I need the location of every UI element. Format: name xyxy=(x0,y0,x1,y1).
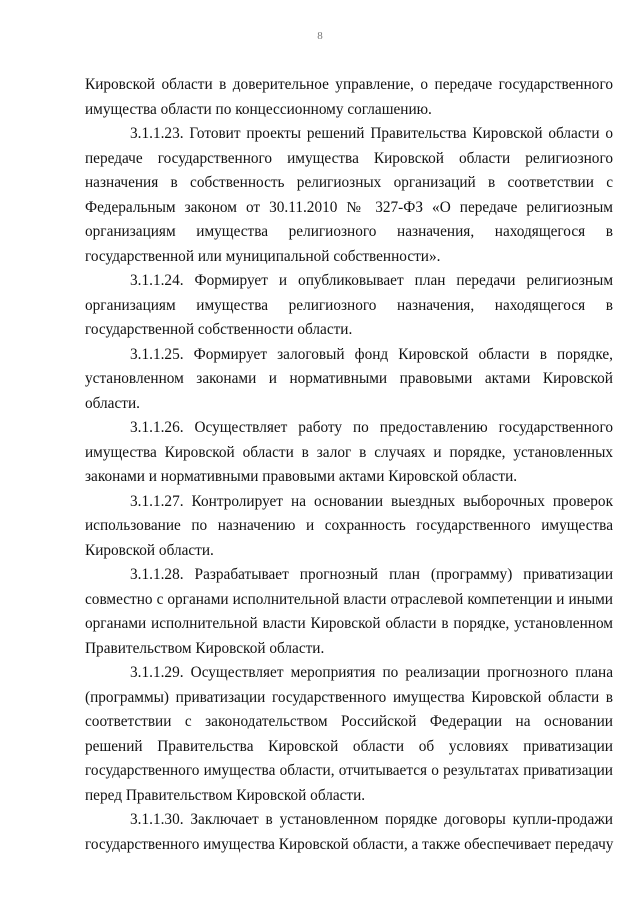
text-line: законами и нормативными правовыми актами Кировской области. xyxy=(85,468,518,485)
text-line: решений Правительства Кировской области об условиях приватизации xyxy=(85,737,613,755)
text-line: 3.1.1.26. Осуществляет работу по предоставлению государственного xyxy=(130,419,613,436)
text-line: государственного имущества Кировской области, а также обеспечивает передачу xyxy=(85,835,614,853)
text-line: перед Правительством Кировской области. xyxy=(85,786,366,804)
text-line: использование по назначению и сохранность государственного имущества xyxy=(85,517,613,534)
paragraph xyxy=(85,416,613,490)
text-line: государственной собственности области. xyxy=(85,321,353,338)
text-line: Федеральным законом от 30.11.2010 № 327-ФЗ «О передаче религиозным xyxy=(85,198,613,216)
text-line: (программы) приватизации государственного имущества Кировской области в xyxy=(85,688,613,706)
text-line: 3.1.1.30. Заключает в установленном порядке договоры купли-продажи xyxy=(130,811,613,828)
text-line: области. xyxy=(85,394,140,412)
text-line: государственной или муниципальной собственности». xyxy=(85,247,441,265)
text-line: имущества Кировской области в залог в случаях и порядке, установленных xyxy=(85,443,613,461)
paragraph xyxy=(85,269,613,343)
text-line: 3.1.1.24. Формирует и опубликовывает план передачи религиозным xyxy=(130,272,613,289)
paragraph xyxy=(85,343,613,417)
paragraph xyxy=(85,73,613,122)
text-line: 3.1.1.28. Разрабатывает прогнозный план (программу) приватизации xyxy=(130,566,613,583)
text-line: 3.1.1.29. Осуществляет мероприятия по реализации прогнозного плана xyxy=(130,664,613,681)
text-line: 3.1.1.23. Готовит проекты решений Правительства Кировской области о xyxy=(130,125,613,142)
text-line: 3.1.1.27. Контролирует на основании выездных выборочных проверок xyxy=(130,492,613,510)
page-number: 8 xyxy=(317,30,323,42)
document-body xyxy=(85,73,613,857)
text-line: 3.1.1.25. Формирует залоговый фонд Кировской области в порядке, xyxy=(130,345,613,363)
text-line: установленном законами и нормативными правовыми актами Кировской xyxy=(85,370,613,387)
text-line: органами исполнительной власти Кировской области в порядке, установленном xyxy=(85,615,613,632)
text-line: соответствии с законодательством Российской Федерации на основании xyxy=(85,713,613,730)
text-line: назначения в собственность религиозных организаций в соответствии с xyxy=(85,174,613,191)
text-line: Правительством Кировской области. xyxy=(85,639,325,657)
paragraph xyxy=(85,563,613,661)
paragraph xyxy=(85,122,613,269)
text-line: организациям имущества религиозного назначения, находящегося в xyxy=(85,223,613,240)
text-line: совместно с органами исполнительной власти отраслевой компетенции и иными xyxy=(85,590,613,608)
text-line: имущества области по концессионному соглашению. xyxy=(85,100,432,118)
paragraph xyxy=(85,490,613,564)
paragraph xyxy=(85,808,613,857)
text-line: государственного имущества области, отчитывается о результатах приватизации xyxy=(85,762,613,779)
text-line: организациям имущества религиозного назначения, находящегося в xyxy=(85,296,613,314)
text-line: передаче государственного имущества Кировской области религиозного xyxy=(85,149,613,167)
paragraph xyxy=(85,661,613,808)
text-line: Кировской области. xyxy=(85,541,214,559)
text-line: Кировской области в доверительное управление, о передаче государственного xyxy=(85,76,613,93)
